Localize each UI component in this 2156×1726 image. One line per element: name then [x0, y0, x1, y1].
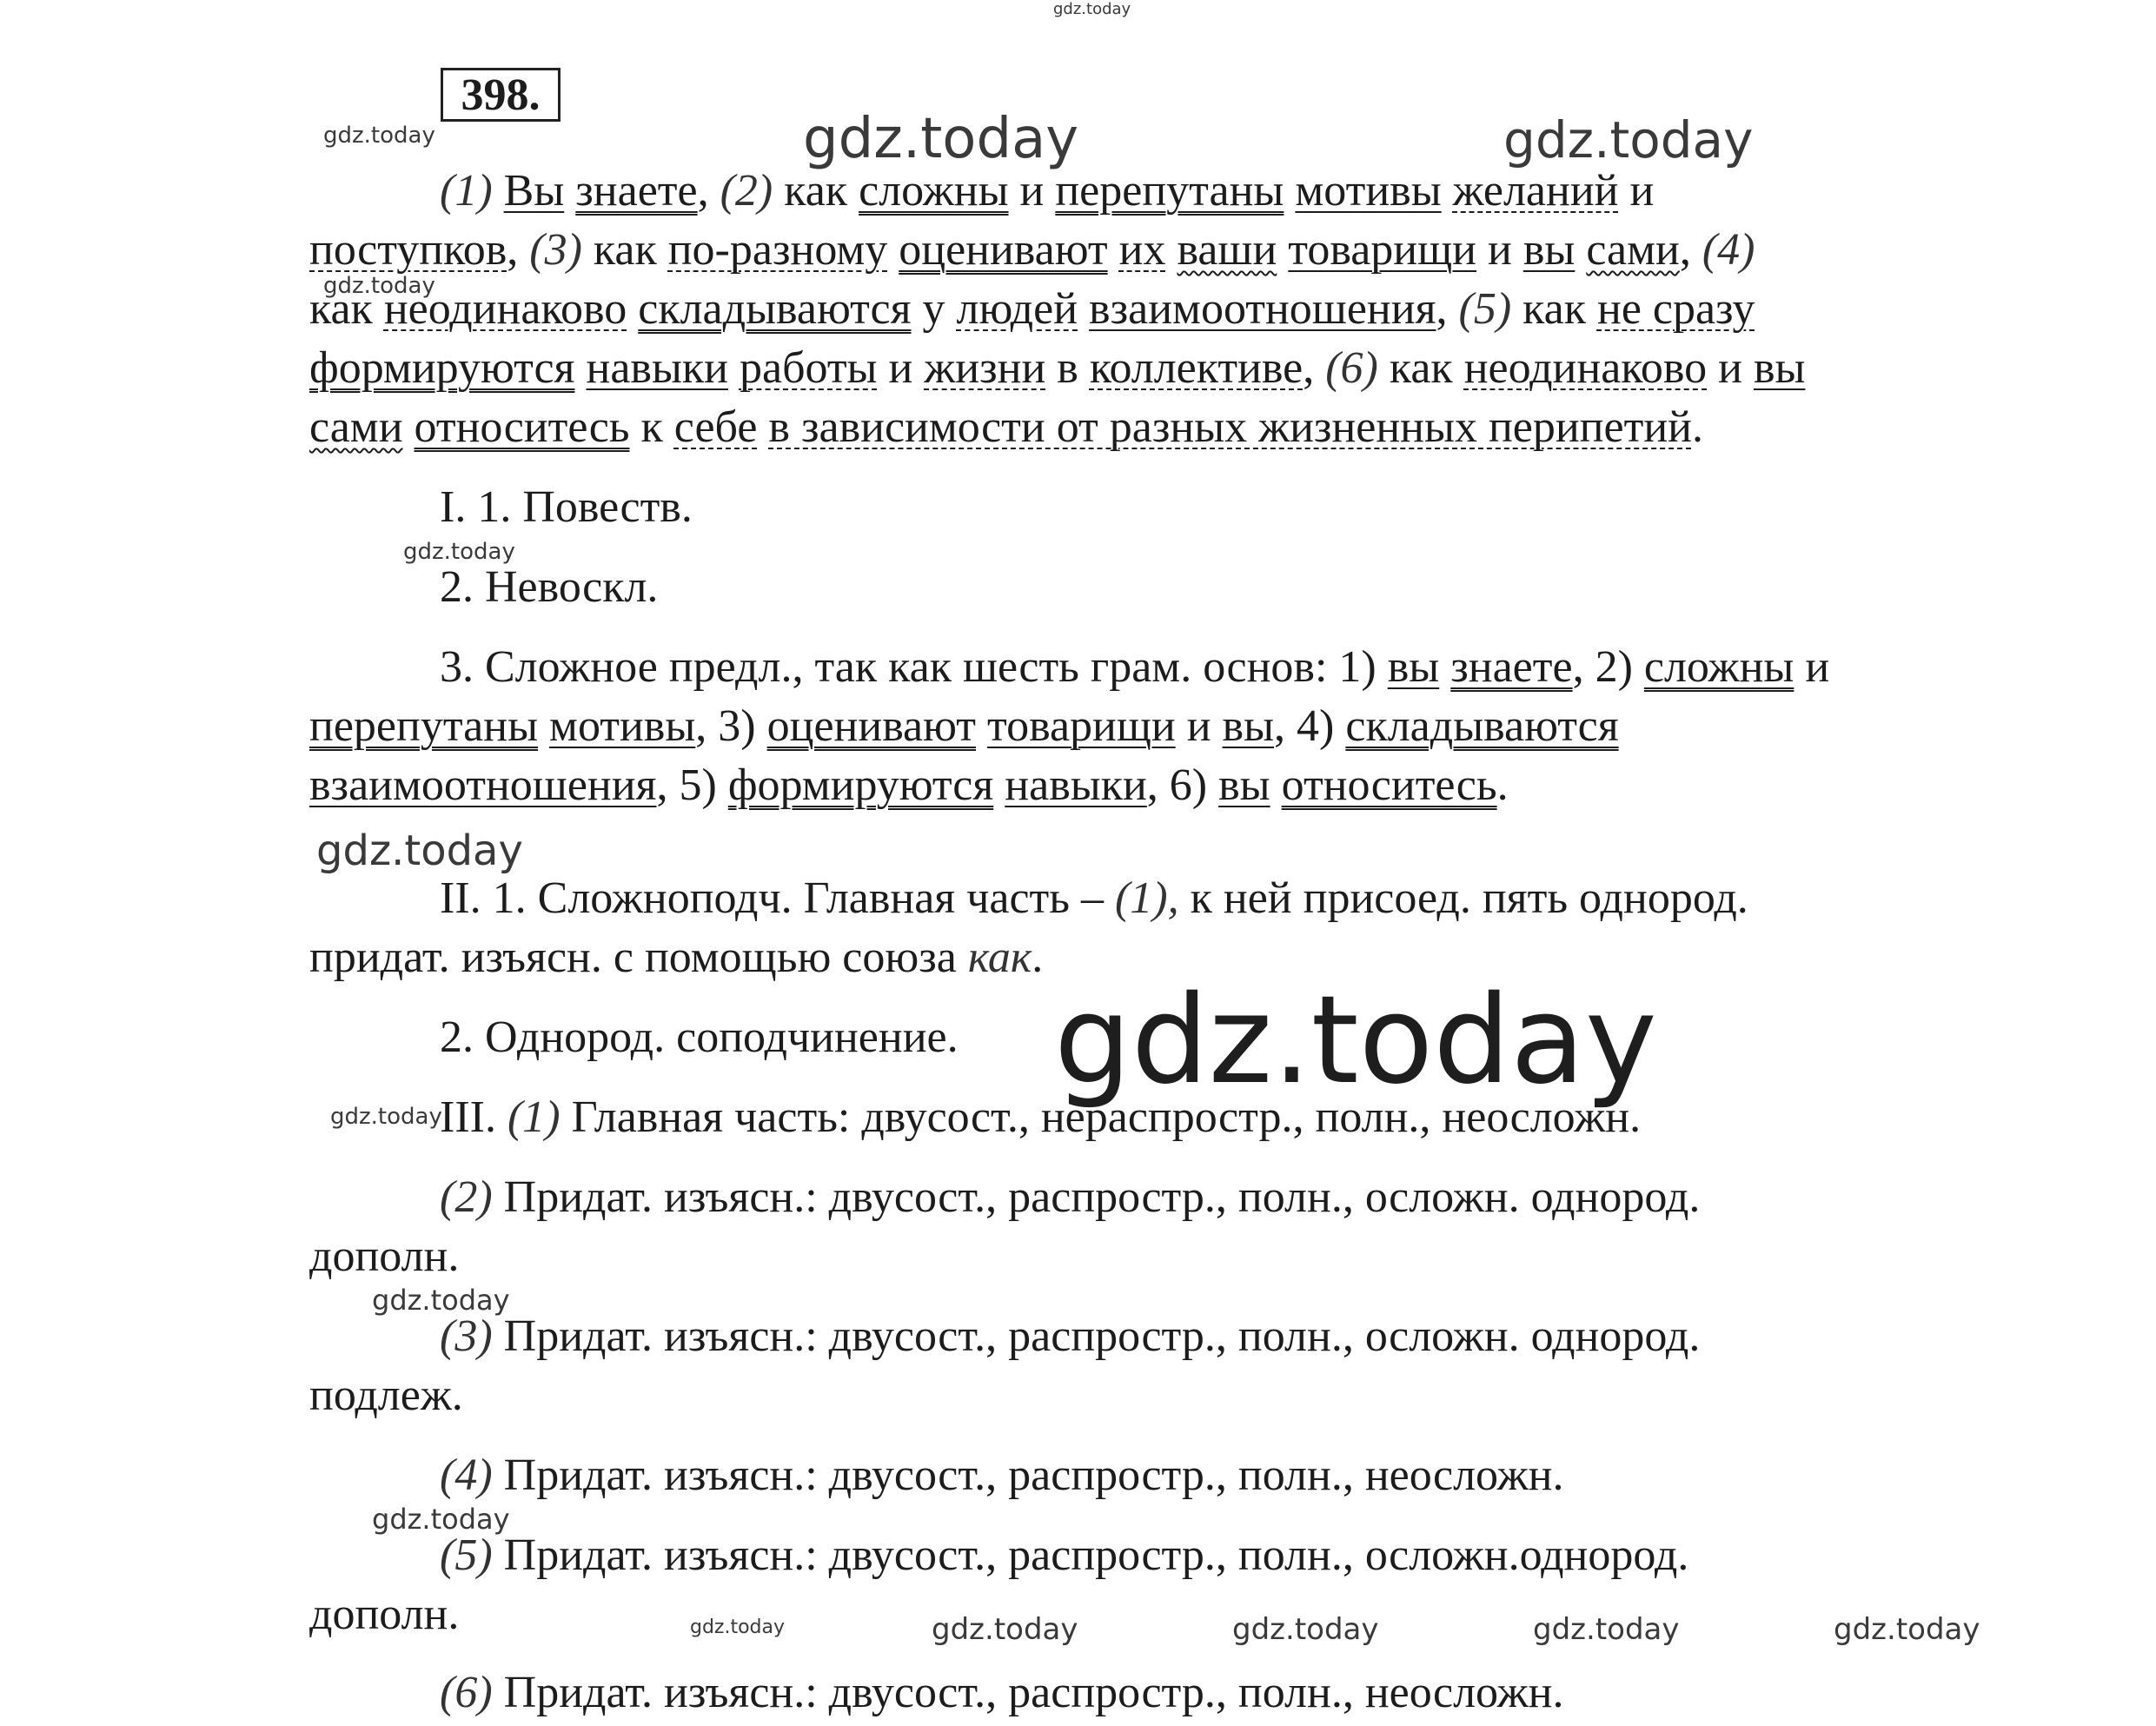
watermark: gdz.today	[1232, 1612, 1379, 1647]
clause-number: (3)	[529, 225, 582, 275]
analysis-iii-4: (4) Придат. изъясн.: двусост., распростр., полн., неосложн.	[440, 1451, 1564, 1500]
watermark: gdz.today	[403, 539, 515, 565]
clause-number: (6)	[1325, 343, 1378, 393]
watermark: gdz.today	[323, 123, 435, 149]
watermark: gdz.today	[1053, 0, 1131, 18]
word: желаний	[1452, 166, 1619, 216]
analysis-iii-3-cont: подлеж.	[309, 1371, 463, 1420]
analysis-iii-3: (3) Придат. изъясн.: двусост., распростр., полн., осложн. однород.	[440, 1311, 1701, 1361]
watermark: gdz.today	[323, 273, 435, 299]
analysis-i-3-line-1: 3. Сложное предл., так как шесть грам. основ: 1) вы знаете, 2) сложны и	[440, 642, 1830, 692]
word: взаимоотношения	[1089, 284, 1436, 334]
word: перепутаны	[1055, 166, 1284, 216]
analysis-iii-2-cont: дополн.	[309, 1231, 460, 1281]
watermark: gdz.today	[372, 1284, 510, 1317]
watermark: gdz.today	[932, 1612, 1078, 1647]
word: людей	[956, 284, 1078, 334]
analysis-ii-1-cont: придат. изъясн. с помощью союза как.	[309, 933, 1044, 982]
word: сложны	[859, 166, 1009, 216]
sentence-line-4: формируются навыки работы и жизни в коллективе, (6) как неодинаково и вы	[309, 343, 1806, 393]
sentence-line-5: сами относитесь к себе в зависимости от разных жизненных перипетий.	[309, 402, 1703, 452]
watermark: gdz.today	[330, 1104, 442, 1130]
watermark: gdz.today	[1503, 110, 1754, 169]
word: знаете	[575, 166, 698, 216]
analysis-iii-6: (6) Придат. изъясн.: двусост., распростр., полн., неосложн.	[440, 1668, 1564, 1717]
word: себе	[673, 402, 758, 452]
analysis-i-2: 2. Невоскл.	[440, 562, 659, 612]
clause-number: (2)	[720, 166, 773, 216]
word: неодинаково	[1463, 343, 1708, 393]
word: навыки	[586, 343, 728, 393]
word: формируются	[309, 343, 575, 393]
analysis-i-3-line-2: перепутаны мотивы, 3) оценивают товарищи и вы, 4) складываются	[309, 701, 1619, 751]
word: неодинаково	[383, 284, 627, 334]
word: их	[1118, 225, 1166, 275]
analysis-iii-5-cont: дополн.	[309, 1590, 460, 1639]
analysis-i-1: I. 1. Повеств.	[440, 482, 693, 532]
word: вы	[1753, 343, 1806, 393]
analysis-iii-2: (2) Придат. изъясн.: двусост., распростр., полн., осложн. однород.	[440, 1172, 1701, 1222]
word: жизни	[924, 343, 1046, 393]
clause-number: (4)	[1702, 225, 1755, 275]
word: оценивают	[899, 225, 1108, 275]
word: ваши	[1177, 225, 1277, 275]
word: складываются	[638, 284, 912, 334]
word: относитесь	[414, 402, 630, 452]
analysis-iii-5: (5) Придат. изъясн.: двусост., распростр., полн., осложн.однород.	[440, 1530, 1689, 1580]
word: сами	[309, 402, 403, 452]
watermark: gdz.today	[1054, 970, 1657, 1112]
word: в зависимости от разных жизненных перипетий	[768, 402, 1692, 452]
watermark: gdz.today	[803, 107, 1079, 171]
exercise-number: 398.	[441, 68, 561, 122]
watermark: gdz.today	[690, 1616, 786, 1638]
word: Вы	[503, 166, 565, 216]
clause-number: (1)	[440, 166, 493, 216]
word: сами	[1586, 225, 1680, 275]
watermark: gdz.today	[372, 1503, 510, 1536]
word: работы	[739, 343, 878, 393]
word: по-разному	[667, 225, 888, 275]
word: товарищи	[1288, 225, 1476, 275]
sentence-line-3: как неодинаково складываются у людей взаимоотношения, (5) как не сразу	[309, 284, 1755, 334]
analysis-iii-1: III. (1) Главная часть: двусост., нераспростр., полн., неосложн.	[440, 1092, 1642, 1142]
word: поступков	[309, 225, 507, 275]
word: вы	[1522, 225, 1576, 275]
analysis-ii-1: II. 1. Сложноподч. Главная часть – (1), к ней присоед. пять однород.	[440, 873, 1748, 923]
watermark: gdz.today	[1834, 1612, 1980, 1647]
watermark: gdz.today	[1533, 1612, 1680, 1647]
word: мотивы	[1295, 166, 1442, 216]
analysis-i-3-line-3: взаимоотношения, 5) формируются навыки, 6) вы относитесь.	[309, 760, 1509, 810]
watermark: gdz.today	[316, 826, 523, 875]
analysis-ii-2: 2. Однород. соподчинение.	[440, 1012, 959, 1062]
sentence-line-2: поступков, (3) как по-разному оценивают их ваши товарищи и вы сами, (4)	[309, 225, 1755, 275]
word: не сразу	[1596, 284, 1755, 334]
sentence-line-1: (1) Вы знаете, (2) как сложны и перепутаны мотивы желаний и	[440, 166, 1655, 216]
word: коллективе	[1089, 343, 1304, 393]
clause-number: (5)	[1458, 284, 1512, 334]
